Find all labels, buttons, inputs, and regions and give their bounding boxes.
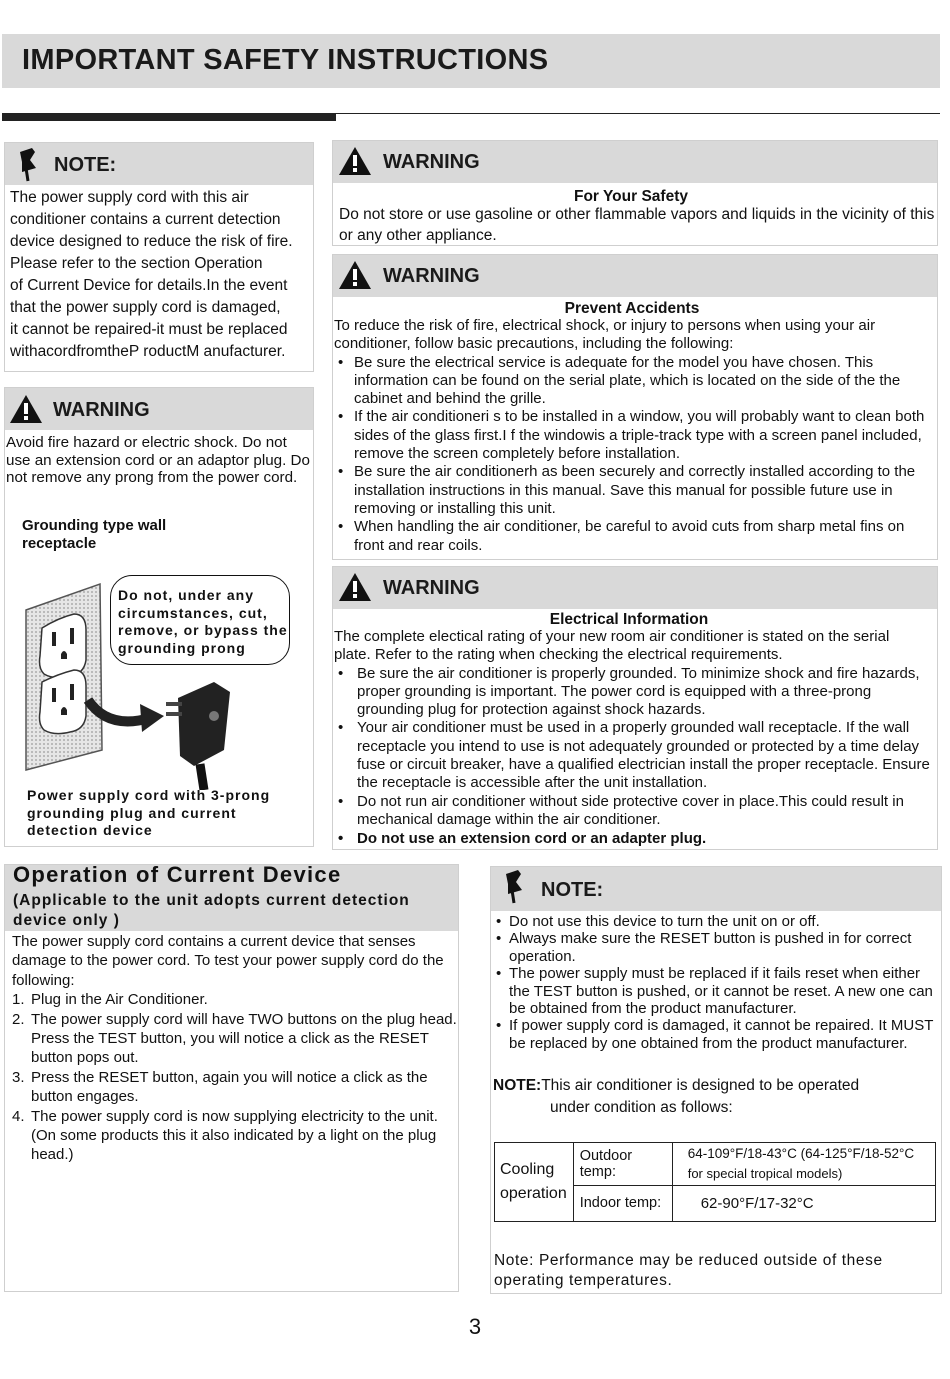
note-2-text-1: This air conditioner is designed to be operated	[541, 1077, 860, 1094]
list-item: • Your air conditioner must be used in a properly grounded wall receptacle. If the wall receptacle you intend to use is not adequately grounded or protected by a time delay fuse or circuit breaker, have a qualified electrician install the proper receptacle. Ensure the receptacle is accessible after the unit installation.	[334, 719, 938, 792]
warning-accidents-subtitle: Prevent Accidents	[564, 300, 700, 317]
operation-subheading: (Applicable to the unit adopts current detection device only )	[13, 892, 410, 929]
note-2-heading: NOTE:	[541, 879, 604, 901]
step-number: 2.	[12, 1010, 25, 1028]
warning-left-text: Avoid fire hazard or electric shock. Do not use an extension cord or an adaptor plug. Do not remove any prong from the power cord.	[6, 434, 310, 486]
callout-text: Do not, under any circumstances, cut, remove, or bypass the grounding prong	[118, 587, 288, 656]
step-number: 3.	[12, 1068, 25, 1086]
operating-conditions-table	[494, 1142, 936, 1222]
title-rule-thick	[2, 113, 336, 121]
pushpin-icon	[502, 870, 528, 904]
list-item	[12, 1107, 460, 1165]
warning-left-heading: WARNING	[53, 399, 150, 421]
list-item: • Be sure the air conditionerh as been securely and correctly installed according to the installation instructions in this manual. Save this manual for possible future use in removing or installing this unit.	[334, 463, 936, 518]
operation-intro: The power supply cord contains a current device that senses damage to the power cord. To test your power supply cord do the following:	[12, 933, 444, 989]
note-header-1	[5, 143, 313, 185]
warning-electrical-heading: WARNING	[383, 577, 480, 599]
list-item: • When handling the air conditioner, be careful to avoid cuts from sharp metal fins on front and rear coils.	[334, 518, 936, 555]
note-1-line: of Current Device for details.In the event	[10, 277, 288, 294]
note-2-label: NOTE:	[493, 1077, 542, 1094]
warning-icon	[338, 572, 372, 602]
pushpin-icon	[16, 148, 42, 182]
list-item: • Be sure the electrical service is adequate for the model you have chosen. This information can be found on the serial plate, which is located on the side of the the cabinet and behind the grille.	[334, 354, 936, 409]
warning-safety-subtitle: For Your Safety	[574, 188, 688, 205]
note-1-line: Please refer to the section Operation	[10, 255, 263, 272]
note-1-line: conditioner contains a current detection	[10, 211, 281, 228]
note-1-line: device designed to reduce the risk of fire.	[10, 233, 293, 250]
warning-accidents-intro: To reduce the risk of fire, electrical shock, or injury to persons when using your air conditioner, follow basic precautions, including the following:	[334, 317, 876, 353]
warning-electrical-body	[334, 628, 938, 849]
note-1-text	[10, 187, 316, 363]
note-2-bullets	[492, 913, 938, 1052]
step-number: 1.	[12, 991, 25, 1009]
indoor-label: Indoor temp:	[573, 1185, 672, 1221]
warning-safety-text: Do not store or use gasoline or other flammable vapors and liquids in the vicinity of this or any other appliance.	[339, 206, 935, 244]
mode-cell: Cooling operation	[495, 1143, 574, 1222]
title-rule-thin	[336, 113, 940, 114]
list-item: • If power supply cord is damaged, it cannot be repaired. It MUST be replaced by one obtained from the product manufacturer.	[492, 1017, 938, 1052]
list-item: • Do not run air conditioner without side protective cover in place.This could result in mechanical damage within the air conditioner.	[334, 793, 938, 830]
warning-accidents-body	[334, 317, 936, 555]
list-item: • Do not use an extension cord or an adapter plug.	[334, 830, 938, 848]
warning-accidents-heading: WARNING	[383, 265, 480, 287]
note-1-line: it cannot be repaired-it must be replaced	[10, 321, 288, 338]
warning-safety-heading: WARNING	[383, 151, 480, 173]
cord-label: Power supply cord with 3-prong grounding plug and current detection device	[27, 787, 271, 838]
operation-body	[12, 932, 460, 1165]
outdoor-value-line: 64-109°F/18-43°C (64-125°F/18-52°C	[687, 1145, 915, 1161]
warning-header-left	[5, 388, 313, 430]
operation-heading: Operation of Current Device	[13, 862, 342, 887]
warning-icon	[338, 260, 372, 290]
list-item	[12, 1068, 460, 1107]
step-text: Plug in the Air Conditioner.	[31, 991, 208, 1009]
page-number: 3	[468, 1314, 482, 1339]
step-text: The power supply cord will have TWO buttons on the plug head. Press the TEST button, you will notice a click as the RESET button pops out.	[31, 1010, 457, 1067]
step-text: The power supply cord is now supplying electricity to the unit. (On some products this it also indicated by a light on the plug head.)	[31, 1107, 438, 1164]
list-item: • Do not use this device to turn the unit on or off.	[492, 913, 938, 930]
list-item	[12, 990, 460, 1009]
note-1-heading: NOTE:	[54, 154, 117, 176]
list-item: • Be sure the air conditioner is properly grounded. To minimize shock and fire hazards, proper grounding is important. The power cord is equipped with a three-prong grounding plug for protection against shock hazards.	[334, 665, 938, 720]
warning-electrical-subtitle: Electrical Information	[549, 611, 709, 628]
page-title: IMPORTANT SAFETY INSTRUCTIONS	[22, 44, 549, 76]
indoor-value: 62-90°F/17-32°C	[672, 1185, 935, 1221]
warning-electrical-intro: The complete electical rating of your new room air conditioner is stated on the serial plate. Refer to the rating when checking the electrical requirements.	[334, 628, 890, 664]
note-2-footer: Note: Performance may be reduced outside of these operating temperatures.	[494, 1252, 883, 1289]
list-item: • If the air conditioneri s to be installed in a window, you will probably want to clean both sides of the glass first.I f the windowis a triple-track type with a screen panel included, remove the screen completely before installation.	[334, 408, 936, 463]
list-item: • The power supply must be replaced if it fails reset when either the TEST button is pushed, or it cannot be reset. A new one can be obtained from the product manufacturer.	[492, 965, 938, 1017]
step-number: 4.	[12, 1107, 25, 1125]
table-row	[495, 1143, 936, 1186]
outdoor-value-line-2: for special tropical models)	[687, 1165, 843, 1181]
warning-icon	[9, 394, 43, 424]
grounding-label: Grounding type wall receptacle	[22, 517, 167, 552]
note-2-text-2: under condition as follows:	[550, 1099, 733, 1116]
note-2-condition-line-1	[493, 1075, 939, 1097]
list-item: • Always make sure the RESET button is pushed in for correct operation.	[492, 930, 938, 965]
step-text: Press the RESET button, again you will notice a click as the button engages.	[31, 1068, 428, 1106]
warning-icon	[338, 146, 372, 176]
note-1-line: that the power supply cord is damaged,	[10, 299, 281, 316]
note-2-condition	[493, 1075, 939, 1119]
note-1-line: withacordfromtheP roductM anufacturer.	[10, 343, 286, 360]
outdoor-value	[672, 1143, 935, 1186]
list-item	[12, 1010, 460, 1068]
outdoor-label: Outdoor temp:	[573, 1143, 672, 1186]
note-1-line: The power supply cord with this air	[10, 189, 249, 206]
